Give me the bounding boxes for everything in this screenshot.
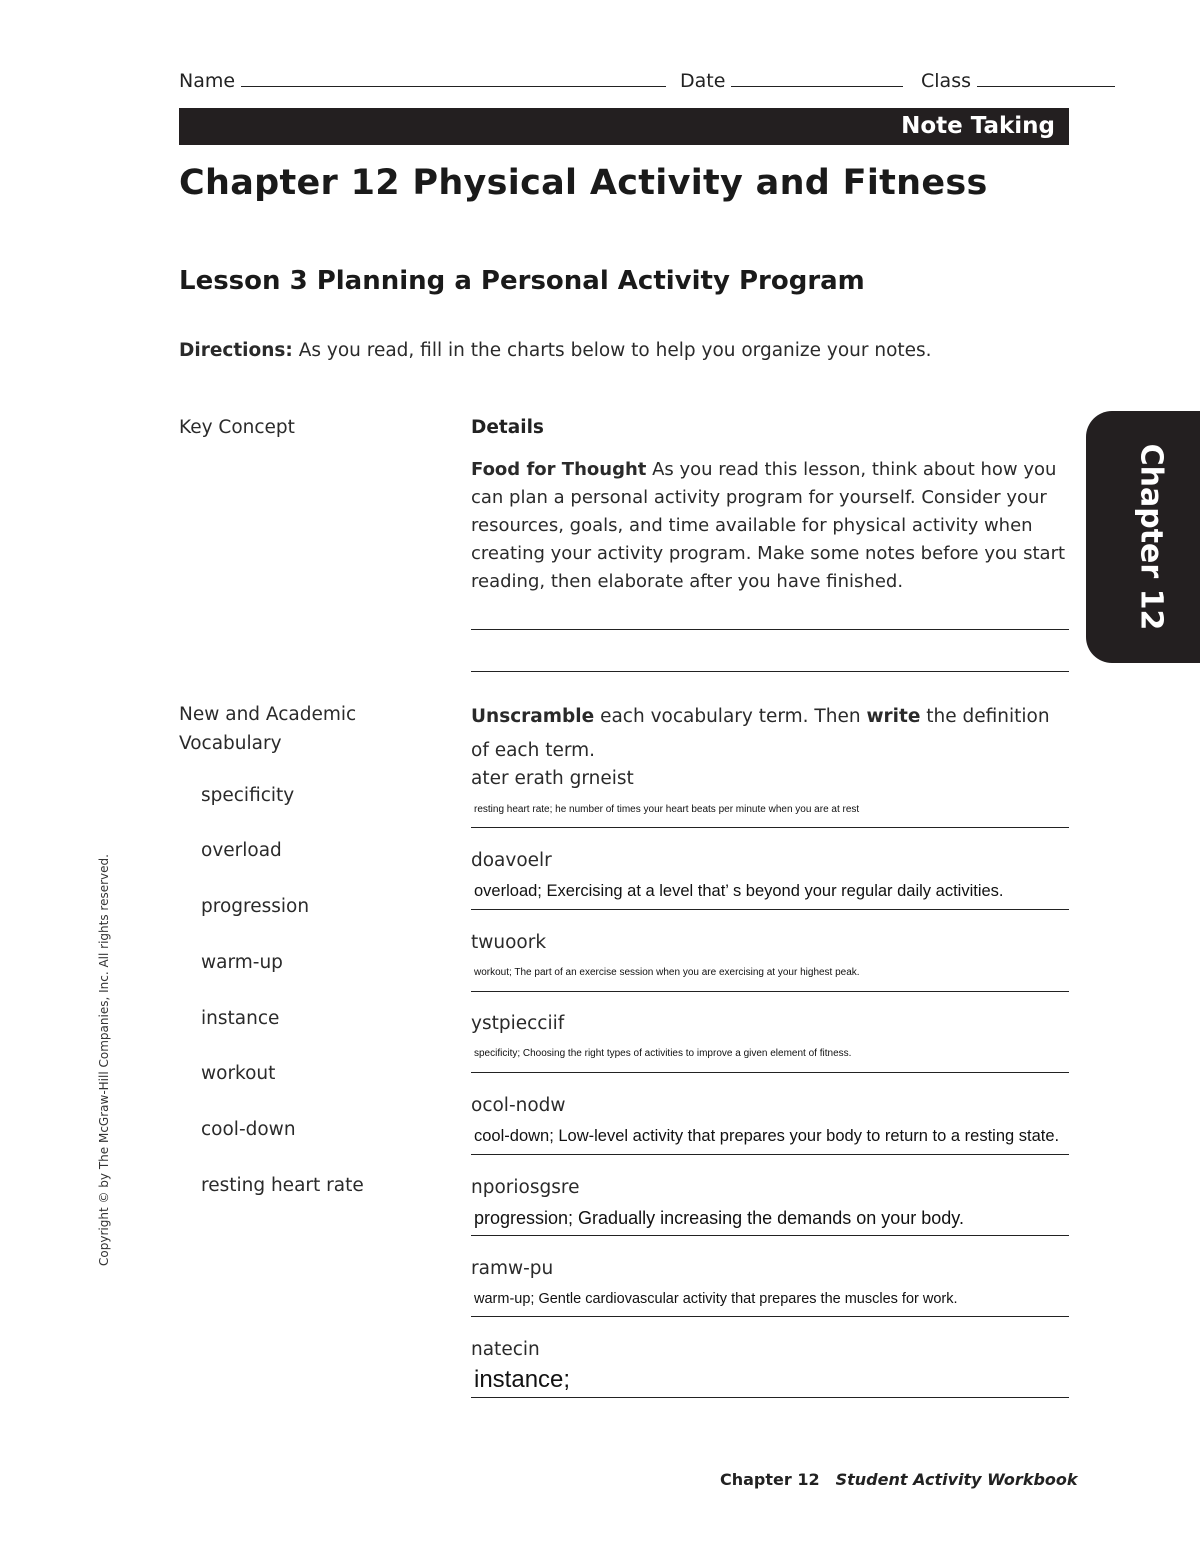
answer-text[interactable]: resting heart rate; he number of times your heart beats per minute when you are at rest bbox=[474, 804, 860, 815]
footer-chapter: Chapter 12 bbox=[720, 1470, 820, 1489]
note-taking-banner: Note Taking bbox=[179, 108, 1069, 145]
scrambled-term: ocol-nodw bbox=[471, 1095, 566, 1116]
answer-text[interactable]: overload; Exercising at a level that’ s beyond your regular daily activities. bbox=[474, 882, 1004, 900]
instr-write: write bbox=[866, 706, 921, 727]
chapter-title: Chapter 12 Physical Activity and Fitness bbox=[179, 163, 988, 203]
vocab-instruction bbox=[471, 700, 1071, 768]
answer-line[interactable] bbox=[471, 1316, 1069, 1317]
answer-text[interactable]: specificity; Choosing the right types of activities to improve a given element of fitness. bbox=[474, 1048, 852, 1059]
answer-line[interactable] bbox=[471, 1235, 1069, 1236]
food-for-thought-text: As you read this lesson, think about how you can plan a personal activity program for yourself. Consider your resources, goals, and time available for physical activity when creating your activity program. Make some notes before you start reading, then elaborate after you have finished. bbox=[471, 459, 1066, 592]
class-blank[interactable] bbox=[977, 85, 1115, 87]
food-for-thought bbox=[471, 456, 1071, 596]
footer-workbook: Student Activity Workbook bbox=[835, 1470, 1078, 1489]
answer-text[interactable]: warm-up; Gentle cardiovascular activity that prepares the muscles for work. bbox=[474, 1291, 958, 1307]
scrambled-term: doavoelr bbox=[471, 850, 552, 871]
instr-text: the definition of each term. bbox=[471, 706, 1050, 761]
directions-text: As you read, fill in the charts below to help you organize your notes. bbox=[292, 340, 932, 361]
vocab-term: instance bbox=[201, 1008, 280, 1029]
answer-text[interactable]: progression; Gradually increasing the demands on your body. bbox=[474, 1208, 964, 1228]
vocab-term: overload bbox=[201, 840, 282, 861]
instr-unscramble: Unscramble bbox=[471, 706, 595, 727]
answer-line[interactable] bbox=[471, 1072, 1069, 1073]
vocab-term: resting heart rate bbox=[201, 1175, 364, 1196]
directions-label: Directions: bbox=[179, 340, 293, 361]
answer-line[interactable] bbox=[471, 1154, 1069, 1155]
answer-text[interactable]: workout; The part of an exercise session when you are exercising at your highest peak. bbox=[474, 967, 860, 978]
name-blank[interactable] bbox=[241, 85, 666, 87]
date-field[interactable] bbox=[680, 70, 903, 92]
page-footer bbox=[720, 1470, 1078, 1489]
directions bbox=[179, 337, 939, 364]
copyright-notice: Copyright © by The McGraw-Hill Companies, Inc. All rights reserved. bbox=[97, 854, 111, 1266]
notes-line[interactable] bbox=[471, 671, 1069, 672]
scrambled-term: natecin bbox=[471, 1339, 540, 1360]
instr-text: each vocabulary term. Then bbox=[594, 706, 867, 727]
food-for-thought-label: Food for Thought bbox=[471, 459, 647, 480]
answer-text[interactable]: cool-down; Low-level activity that prepares your body to return to a resting state. bbox=[474, 1127, 1060, 1145]
vocab-term: progression bbox=[201, 896, 310, 917]
vocab-term: workout bbox=[201, 1063, 276, 1084]
details-heading: Details bbox=[471, 417, 544, 438]
answer-line[interactable] bbox=[471, 909, 1069, 910]
notes-line[interactable] bbox=[471, 629, 1069, 630]
name-label: Name bbox=[179, 70, 236, 92]
vocab-term: cool-down bbox=[201, 1119, 296, 1140]
lesson-title: Lesson 3 Planning a Personal Activity Program bbox=[179, 266, 865, 296]
scrambled-term: ater erath grneist bbox=[471, 768, 634, 789]
chapter-side-tab bbox=[1086, 411, 1200, 663]
scrambled-term: ystpiecciif bbox=[471, 1013, 565, 1034]
scrambled-term: nporiosgsre bbox=[471, 1177, 580, 1198]
scrambled-term: twuoork bbox=[471, 932, 547, 953]
date-label: Date bbox=[680, 70, 726, 92]
scrambled-term: ramw-pu bbox=[471, 1258, 554, 1279]
name-field[interactable] bbox=[179, 70, 666, 92]
vocab-term: warm-up bbox=[201, 952, 283, 973]
answer-line[interactable] bbox=[471, 991, 1069, 992]
chapter-side-tab-label: Chapter 12 bbox=[1133, 443, 1169, 631]
class-field[interactable] bbox=[921, 70, 1115, 92]
answer-text[interactable]: instance; bbox=[474, 1366, 571, 1393]
answer-line[interactable] bbox=[471, 827, 1069, 828]
answer-line[interactable] bbox=[471, 1397, 1069, 1398]
date-blank[interactable] bbox=[731, 85, 903, 87]
class-label: Class bbox=[921, 70, 971, 92]
vocab-term: specificity bbox=[201, 785, 295, 806]
key-concept-heading: Key Concept bbox=[179, 417, 295, 438]
vocab-heading: New and Academic Vocabulary bbox=[179, 704, 357, 754]
